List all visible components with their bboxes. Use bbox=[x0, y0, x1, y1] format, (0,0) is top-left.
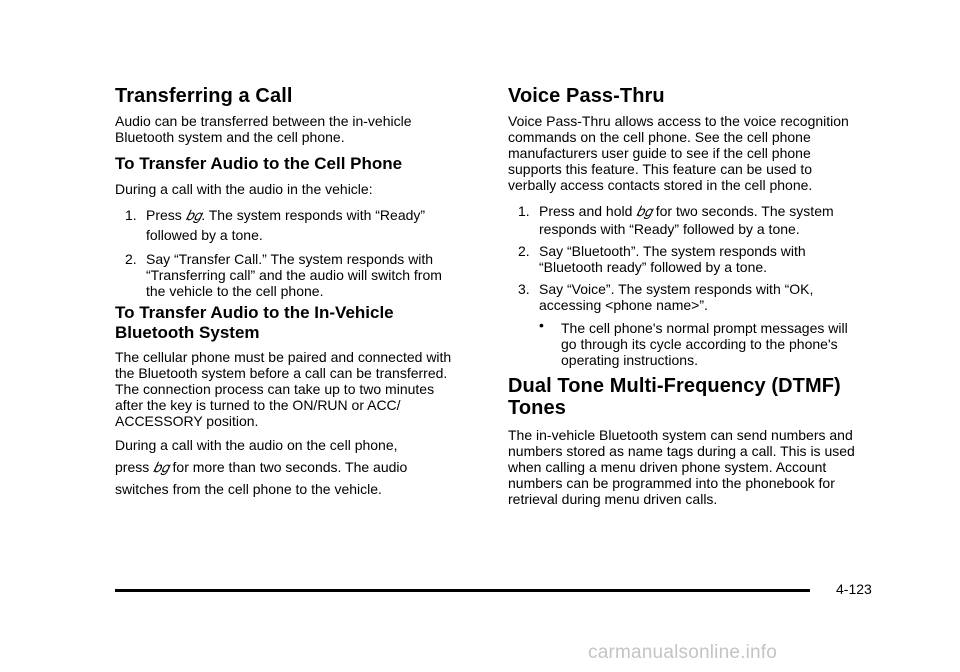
para2-line-1: The cellular phone must be paired and connected with bbox=[115, 349, 452, 365]
para2-line-2: the Bluetooth system before a call can be transferred. bbox=[115, 365, 448, 381]
step-1-line-2: followed by a tone. bbox=[146, 227, 263, 243]
dtmf-line-4: numbers can be programmed into the phonebook for bbox=[508, 475, 835, 491]
dtmf-line-3: when calling a menu driven phone system. Account bbox=[508, 459, 827, 475]
vpt-step-2-line-2: “Bluetooth ready” followed by a tone. bbox=[539, 259, 768, 275]
step-2-line-1: Say “Transfer Call.” The system responds with bbox=[146, 251, 434, 267]
section-title-transferring-a-call: Transferring a Call bbox=[115, 85, 293, 107]
bullet-marker: • bbox=[539, 317, 544, 333]
step-2-line-2: “Transferring call” and the audio will switch from bbox=[146, 267, 442, 283]
watermark: carmanualsonline.info bbox=[588, 642, 778, 663]
vpt-intro-line-3: manufacturers user guide to see if the cell phone bbox=[508, 145, 811, 161]
vpt-intro-line-5: verbally access contacts stored in the cell phone. bbox=[508, 177, 813, 193]
intro-line-2: Bluetooth system and the cell phone. bbox=[115, 129, 345, 145]
section-title-voice-pass-thru: Voice Pass-Thru bbox=[508, 85, 665, 107]
vpt-intro-line-1: Voice Pass-Thru allows access to the voice recognition bbox=[508, 113, 849, 129]
step-1-number: 1. bbox=[125, 207, 137, 223]
phone-talk-icon: 𝑏𝑔 bbox=[153, 459, 169, 475]
para2-line-4: after the key is turned to the ON/RUN or ACC/ bbox=[115, 397, 401, 413]
page-number: 4-123 bbox=[836, 581, 872, 597]
footer-rule bbox=[115, 589, 810, 592]
vpt-step-2-number: 2. bbox=[518, 243, 530, 259]
section-title-dtmf-line-2: Tones bbox=[508, 397, 566, 419]
intro-line-1: Audio can be transferred between the in-vehicle bbox=[115, 113, 412, 129]
dtmf-line-5: retrieval during menu driven calls. bbox=[508, 491, 718, 507]
vpt-step-1-line-2: responds with “Ready” followed by a tone. bbox=[539, 221, 800, 237]
subhead-transfer-to-vehicle-line-2: Bluetooth System bbox=[115, 323, 260, 342]
para3-line-2 bbox=[115, 459, 407, 475]
section-title-dtmf-line-1: Dual Tone Multi-Frequency (DTMF) bbox=[508, 375, 841, 397]
bullet-line-1: The cell phone's normal prompt messages will bbox=[561, 320, 848, 336]
step-1-press: Press bbox=[146, 207, 182, 223]
para3-press: press bbox=[115, 459, 150, 475]
step-2-number: 2. bbox=[125, 251, 137, 267]
vpt-step-1-number: 1. bbox=[518, 203, 530, 219]
vpt-step-3-line-2: accessing <phone name>”. bbox=[539, 297, 708, 313]
vpt-step-1-post: for two seconds. The system bbox=[655, 203, 834, 219]
para2-line-3: The connection process can take up to two minutes bbox=[115, 381, 435, 397]
vpt-step-2-line-1: Say “Bluetooth”. The system responds with bbox=[539, 243, 806, 259]
bullet-line-2: go through its cycle according to the phone's bbox=[561, 336, 838, 352]
sub1-intro: During a call with the audio in the vehicle: bbox=[115, 181, 373, 197]
para2-line-5: ACCESSORY position. bbox=[115, 413, 259, 429]
vpt-intro-line-2: commands on the cell phone. See the cell phone bbox=[508, 129, 811, 145]
vpt-step-1-line-1 bbox=[539, 203, 834, 219]
step-1-line-1 bbox=[146, 207, 425, 223]
vpt-step-3-line-1: Say “Voice”. The system responds with “OK, bbox=[539, 281, 814, 297]
para3-line-1: During a call with the audio on the cell phone, bbox=[115, 437, 398, 453]
subhead-transfer-to-vehicle-line-1: To Transfer Audio to the In-Vehicle bbox=[115, 303, 394, 322]
step-2-line-3: the vehicle to the cell phone. bbox=[146, 283, 324, 299]
phone-talk-icon: 𝑏𝑔 bbox=[185, 207, 202, 223]
dtmf-line-1: The in-vehicle Bluetooth system can send numbers and bbox=[508, 427, 853, 443]
phone-talk-icon: 𝑏𝑔 bbox=[636, 203, 652, 219]
para3-rest: for more than two seconds. The audio bbox=[172, 459, 408, 475]
vpt-step-1-pre: Press and hold bbox=[539, 203, 633, 219]
vpt-step-3-number: 3. bbox=[518, 281, 530, 297]
dtmf-line-2: numbers stored as name tags during a call. This is used bbox=[508, 443, 855, 459]
subhead-transfer-to-cell: To Transfer Audio to the Cell Phone bbox=[115, 154, 403, 173]
step-1-rest: . The system responds with “Ready” bbox=[201, 207, 426, 223]
vpt-intro-line-4: supports this feature. This feature can be used to bbox=[508, 161, 813, 177]
bullet-line-3: operating instructions. bbox=[561, 352, 698, 368]
para3-line-3: switches from the cell phone to the vehicle. bbox=[115, 481, 382, 497]
